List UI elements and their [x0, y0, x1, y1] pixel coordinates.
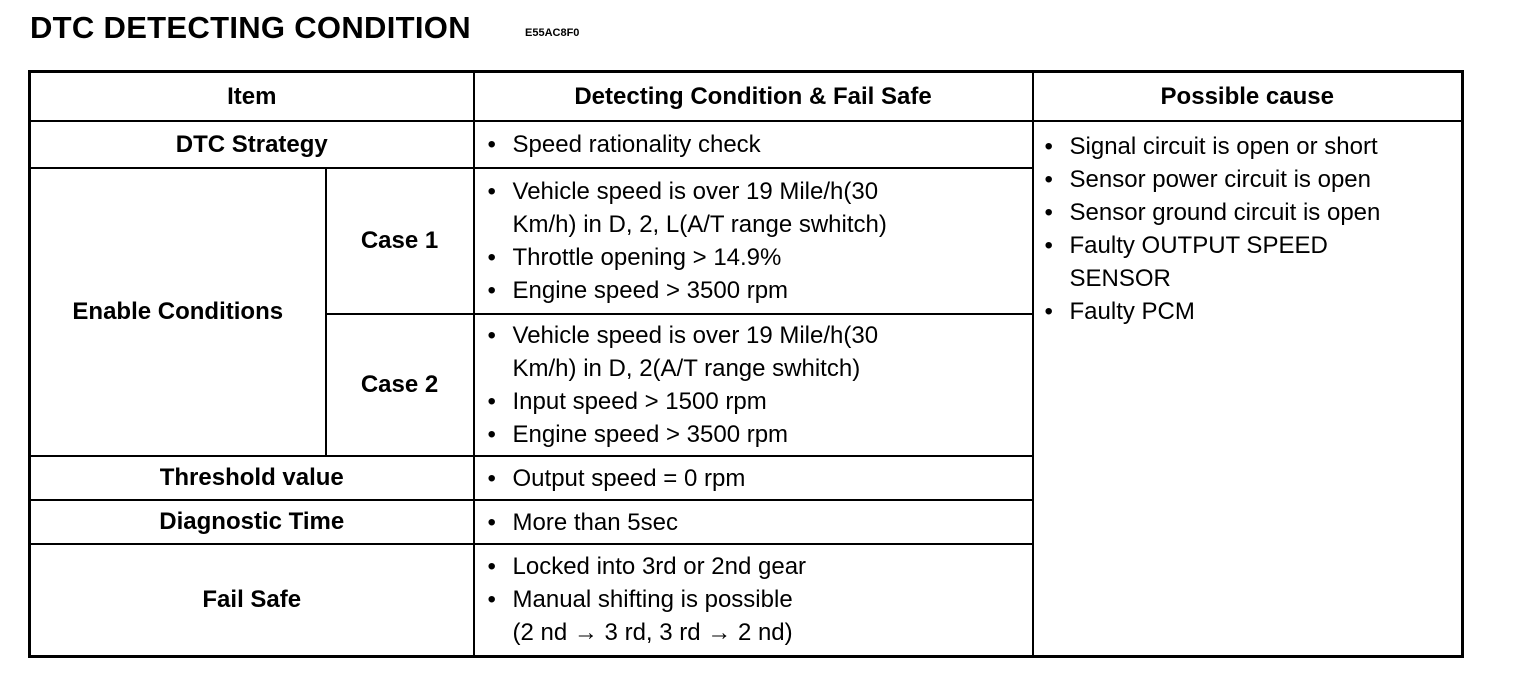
- list-item: • Signal circuit is open or short: [1070, 130, 1454, 163]
- list-item: • Output speed = 0 rpm: [513, 462, 1024, 495]
- cond-dtc-strategy: [474, 121, 1033, 168]
- header-condition: Detecting Condition & Fail Safe: [474, 72, 1033, 122]
- list-item: • More than 5sec: [513, 506, 1024, 539]
- list-item: • Speed rationality check: [513, 128, 1024, 161]
- page-title: DTC DETECTING CONDITION: [30, 10, 471, 45]
- cond-fail-safe: [474, 544, 1033, 656]
- label-enable-conditions: Enable Conditions: [30, 168, 326, 456]
- list-item: • Vehicle speed is over 19 Mile/h(30 Km/h) in D, 2(A/T range swhitch): [513, 319, 1024, 385]
- list-item: • Sensor power circuit is open: [1070, 163, 1454, 196]
- cond-diagnostic-time: [474, 500, 1033, 544]
- label-case-1: Case 1: [326, 168, 474, 314]
- cond-case-1: [474, 168, 1033, 314]
- label-threshold-value: Threshold value: [30, 456, 474, 500]
- table-header-row: [30, 72, 1463, 122]
- label-diagnostic-time: Diagnostic Time: [30, 500, 474, 544]
- list-item: • Faulty PCM: [1070, 295, 1454, 328]
- row-dtc-strategy: [30, 121, 1463, 168]
- list-item: • Engine speed > 3500 rpm: [513, 418, 1024, 451]
- possible-cause-cell: [1033, 121, 1463, 656]
- dtc-condition-table: [28, 70, 1464, 658]
- list-item: • Faulty OUTPUT SPEED SENSOR: [1070, 229, 1454, 295]
- list-item: • Vehicle speed is over 19 Mile/h(30 Km/h) in D, 2, L(A/T range swhitch): [513, 175, 1024, 241]
- header-cause: Possible cause: [1033, 72, 1463, 122]
- label-case-2: Case 2: [326, 314, 474, 456]
- list-item: • Input speed > 1500 rpm: [513, 385, 1024, 418]
- list-item: • Locked into 3rd or 2nd gear: [513, 550, 1024, 583]
- header-item: Item: [30, 72, 474, 122]
- list-item: • Sensor ground circuit is open: [1070, 196, 1454, 229]
- label-fail-safe: Fail Safe: [30, 544, 474, 656]
- cond-threshold: [474, 456, 1033, 500]
- cond-case-2: [474, 314, 1033, 456]
- list-item: • Engine speed > 3500 rpm: [513, 274, 1024, 307]
- list-item: • Manual shifting is possible (2 nd → 3 rd, 3 rd → 2 nd): [513, 583, 1024, 649]
- label-dtc-strategy: DTC Strategy: [30, 121, 474, 168]
- document-code: E55AC8F0: [525, 27, 580, 39]
- list-item: • Throttle opening > 14.9%: [513, 241, 1024, 274]
